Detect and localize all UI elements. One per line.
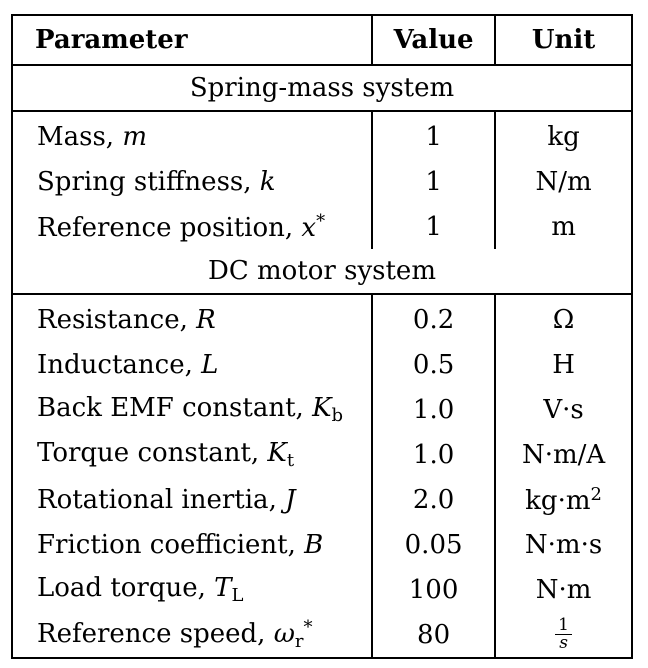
- unit-text: N·m·s: [524, 529, 603, 560]
- parameter-label: Reference speed,: [37, 619, 274, 649]
- parameter-cell: [12, 432, 372, 477]
- parameter-subscript: r: [294, 631, 304, 652]
- unit-cell: [495, 387, 632, 432]
- unit-cell: [495, 567, 632, 612]
- value-cell: 0.2: [372, 294, 495, 342]
- parameter-symbol: B: [304, 529, 324, 560]
- unit-fraction-denominator: s: [559, 633, 568, 653]
- parameter-cell: [12, 567, 372, 612]
- unit-cell: [495, 159, 632, 204]
- table-row: [12, 204, 632, 249]
- parameter-subscript: b: [331, 405, 344, 426]
- section-title: DC motor system: [12, 249, 632, 294]
- header-value: Value: [372, 15, 495, 65]
- value-cell: 1: [372, 204, 495, 249]
- parameter-symbol: J: [285, 484, 296, 515]
- unit-cell: [495, 111, 632, 159]
- parameter-label: Friction coefficient,: [37, 529, 305, 560]
- table-row: [12, 387, 632, 432]
- header-unit: Unit: [495, 15, 632, 65]
- header-parameter: Parameter: [12, 15, 372, 65]
- parameter-symbol: m: [122, 121, 147, 152]
- parameter-label: Inductance,: [37, 349, 202, 380]
- table-row: [12, 612, 632, 658]
- parameter-symbol: K: [312, 393, 332, 423]
- parameter-label: Back EMF constant,: [37, 393, 313, 423]
- parameter-cell: [12, 387, 372, 432]
- unit-text: V·s: [543, 394, 584, 425]
- unit-cell: [495, 612, 632, 658]
- parameter-cell: [12, 294, 372, 342]
- unit-text: N·m/A: [521, 439, 606, 470]
- parameter-cell: [12, 522, 372, 567]
- parameter-symbol: k: [259, 166, 276, 197]
- parameter-cell: [12, 111, 372, 159]
- table-body: [12, 65, 632, 658]
- table-row: [12, 342, 632, 387]
- parameter-label: Resistance,: [37, 304, 197, 335]
- parameter-superscript: *: [303, 617, 313, 638]
- parameter-label: Torque constant,: [37, 438, 268, 468]
- unit-text: kg: [547, 121, 580, 152]
- table-row: [12, 522, 632, 567]
- parameter-symbol: T: [214, 573, 232, 603]
- value-cell: 100: [372, 567, 495, 612]
- value-cell: 1: [372, 111, 495, 159]
- parameter-label: Reference position,: [37, 212, 302, 243]
- value-cell: 2.0: [372, 477, 495, 522]
- parameter-symbol: x: [301, 212, 317, 243]
- unit-superscript: 2: [590, 483, 602, 505]
- parameter-label: Load torque,: [37, 573, 215, 603]
- table-row: [12, 432, 632, 477]
- unit-text: Ω: [552, 304, 575, 335]
- unit-fraction: [555, 617, 572, 652]
- unit-cell: [495, 522, 632, 567]
- value-cell: 0.5: [372, 342, 495, 387]
- parameter-table: [11, 14, 633, 659]
- unit-cell: [495, 204, 632, 249]
- parameter-symbol: K: [267, 438, 287, 468]
- parameter-subscript: t: [286, 450, 295, 471]
- unit-cell: [495, 294, 632, 342]
- value-cell: 1: [372, 159, 495, 204]
- parameter-symbol: ω: [273, 619, 295, 649]
- parameter-cell: [12, 612, 372, 658]
- table-row: [12, 294, 632, 342]
- parameter-cell: [12, 159, 372, 204]
- unit-text: N/m: [535, 166, 592, 197]
- unit-cell: [495, 477, 632, 522]
- table-row: [12, 567, 632, 612]
- header-row: [12, 15, 632, 65]
- parameter-cell: [12, 342, 372, 387]
- parameter-label: Mass,: [37, 121, 123, 152]
- value-cell: 1.0: [372, 387, 495, 432]
- section-row: [12, 65, 632, 111]
- parameter-cell: [12, 204, 372, 249]
- unit-text: H: [552, 349, 575, 380]
- value-cell: 1.0: [372, 432, 495, 477]
- parameter-subscript: L: [231, 585, 244, 606]
- unit-cell: [495, 342, 632, 387]
- table-row: [12, 477, 632, 522]
- table-row: [12, 111, 632, 159]
- parameter-cell: [12, 477, 372, 522]
- parameter-label: Spring stiffness,: [37, 166, 260, 197]
- parameter-symbol: L: [201, 349, 219, 380]
- value-cell: 0.05: [372, 522, 495, 567]
- value-cell: 80: [372, 612, 495, 658]
- parameter-symbol: R: [196, 304, 216, 335]
- parameter-label: Rotational inertia,: [37, 484, 286, 515]
- unit-text: m: [551, 211, 576, 242]
- unit-fraction-numerator: 1: [555, 617, 572, 635]
- table-row: [12, 159, 632, 204]
- unit-cell: [495, 432, 632, 477]
- parameter-superscript: *: [316, 210, 326, 232]
- unit-text: N·m: [535, 574, 592, 605]
- section-title: Spring-mass system: [12, 65, 632, 111]
- unit-text: kg·m: [525, 485, 591, 516]
- section-row: [12, 249, 632, 294]
